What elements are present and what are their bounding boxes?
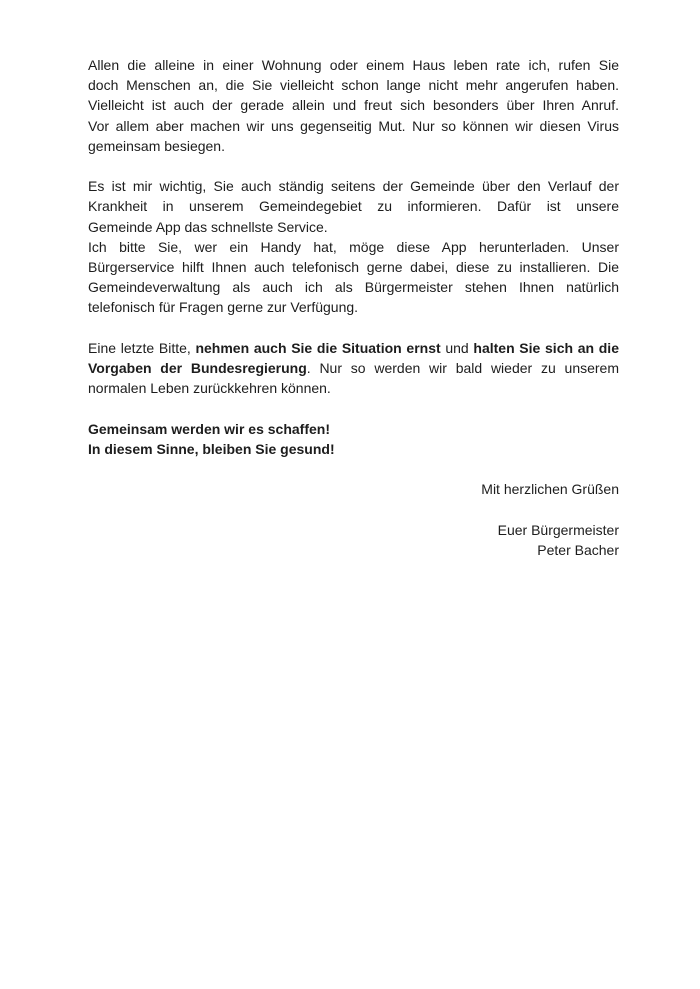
closing-signature-name: Peter Bacher bbox=[537, 541, 619, 558]
paragraph2-line5: Bürgerservice hilft Ihnen auch telefonisch gerne dabei, diese zu installieren. Die bbox=[88, 259, 619, 276]
paragraph3-line1 bbox=[88, 338, 619, 358]
paragraph3-line1-normal2: und bbox=[440, 339, 474, 356]
paragraph1-line3: Vielleicht ist auch der gerade allein und freut sich besonders über Ihren Anruf. bbox=[88, 97, 619, 114]
blank-line bbox=[88, 459, 619, 479]
paragraph2-line2: Krankheit in unserem Gemeindegebiet zu informieren. Dafür ist unsere bbox=[88, 198, 619, 215]
slogan-line1: Gemeinsam werden wir es schaffen! bbox=[88, 420, 330, 437]
paragraph3-line3: normalen Leben zurückkehren können. bbox=[88, 380, 331, 397]
slogan-line2: In diesem Sinne, bleiben Sie gesund! bbox=[88, 440, 335, 457]
paragraph2-line4: Ich bitte Sie, wer ein Handy hat, möge diese App herunterladen. Unser bbox=[88, 238, 619, 255]
paragraph3-line1-normal1: Eine letzte Bitte, bbox=[88, 339, 196, 356]
blank-line bbox=[88, 499, 619, 519]
paragraph2-line6: Gemeindeverwaltung als auch ich als Bürgermeister stehen Ihnen natürlich bbox=[88, 279, 619, 296]
paragraph3-line2-normal: . Nur so werden wir bald wieder zu unserem bbox=[306, 360, 619, 377]
paragraph2-line3: Gemeinde App das schnellste Service. bbox=[88, 218, 328, 235]
paragraph2-line7: telefonisch für Fragen gerne zur Verfügung. bbox=[88, 299, 359, 316]
blank-line bbox=[88, 318, 619, 338]
paragraph1-line5: gemeinsam besiegen. bbox=[88, 137, 225, 154]
paragraph1-line1: Allen die alleine in einer Wohnung oder einem Haus leben rate ich, rufen Sie bbox=[88, 57, 619, 73]
closing-signature-role: Euer Bürgermeister bbox=[497, 521, 619, 538]
paragraph1-line4: Vor allem aber machen wir uns gegenseitig Mut. Nur so können wir diesen Virus bbox=[88, 117, 619, 134]
letter-body bbox=[88, 55, 619, 560]
blank-line bbox=[88, 156, 619, 176]
paragraph3-line1-bold1: nehmen auch Sie die Situation ernst bbox=[195, 339, 441, 356]
paragraph2-line1: Es ist mir wichtig, Sie auch ständig seitens der Gemeinde über den Verlauf der bbox=[88, 178, 619, 195]
paragraph1-line2: doch Menschen an, die Sie vielleicht schon lange nicht mehr angerufen haben. bbox=[88, 77, 619, 94]
paragraph3-line2-bold: Vorgaben der Bundesregierung bbox=[88, 360, 307, 377]
blank-line bbox=[88, 398, 619, 418]
paragraph3-line1-bold2: halten Sie sich an die bbox=[473, 339, 619, 356]
paragraph3-line2 bbox=[88, 358, 619, 378]
closing-salutation: Mit herzlichen Grüßen bbox=[481, 481, 619, 498]
